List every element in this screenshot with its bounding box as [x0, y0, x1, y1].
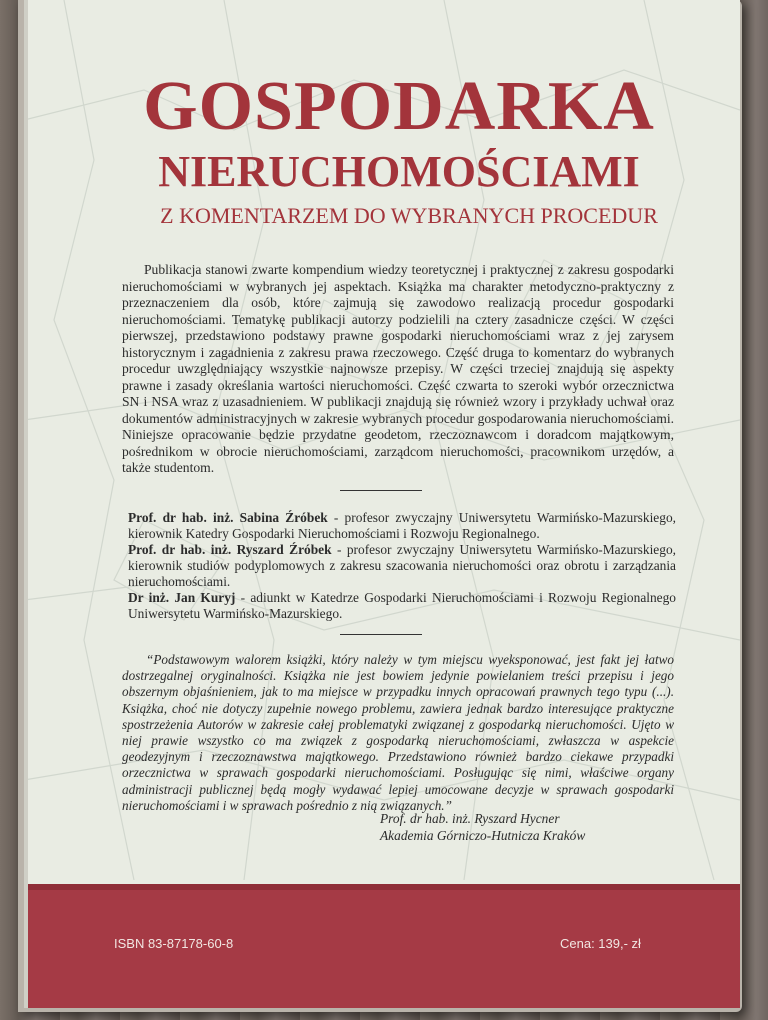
- divider-top: [340, 490, 422, 491]
- price-text: Cena: 139,- zł: [560, 936, 641, 951]
- author-name: Prof. dr hab. inż. Sabina Źróbek: [128, 510, 328, 525]
- isbn-text: ISBN 83-87178-60-8: [114, 936, 234, 951]
- authors-section: [128, 510, 676, 622]
- bottom-color-band: [24, 884, 740, 1008]
- author-bio: - profesor zwyczajny Uniwersytetu Warmińsko-Mazurskiego, kierownik studiów podyplomowych z zakresu szacowania nieruchomości oraz obrotu i zarządzania nieruchomościami.: [128, 542, 676, 589]
- author-bio: - profesor zwyczajny Uniwersytetu Warmińsko-Mazurskiego, kierownik Katedry Gospodarki Nieruchomościami i Rozwoju Regionalnego.: [128, 510, 676, 541]
- reviewer-affiliation: Akademia Górniczo-Hutnicza Kraków: [380, 828, 586, 843]
- author-entry: [128, 542, 676, 590]
- cover-left-edge: [24, 0, 28, 1008]
- band-top-shade: [24, 884, 740, 890]
- book-title-line2: NIERUCHOMOŚCIAMI: [158, 147, 640, 196]
- author-entry: [128, 590, 676, 622]
- book-title-line1: GOSPODARKA: [143, 68, 655, 145]
- author-bio: - adiunkt w Katedrze Gospodarki Nieruchomościami i Rozwoju Regionalnego Uniwersytetu Warmińsko-Mazurskiego.: [128, 590, 677, 621]
- book-description: Publikacja stanowi zwarte kompendium wiedzy teoretycznej i praktycznej z zakresu gospodarki nieruchomościami w wybranych jej aspektach. Książka ma charakter metodyczno-praktyczny z przeznaczeniem dla osób, które zajmują się zawodowo realizacją procedur gospodarki nieruchomościami. Tematykę publikacji autorzy podzielili na cztery zasadnicze części. W części pierwszej, przedstawiono podstawy prawne gospodarki nieruchomościami wraz z jej zarysem historycznym i zagadnienia z zakresu prawa rzeczowego. Część druga to komentarz do wybranych procedur uwzględniający wszystkie najnowsze przepisy. W części trzeciej znajdują się aspekty prawne i zasady określania wartości nieruchomości. Część czwarta to szeroki wybór orzecznictwa SN i NSA wraz z uzasadnieniem. W publikacji znajdują się również wzory i przykłady uchwał oraz dokumentów administracyjnych w zakresie wybranych procedur gospodarowania nieruchomościami. Niniejsze opracowanie będzie przydatne geodetom, rzeczoznawcom i doradcom majątkowym, pośrednikom w obrocie nieruchomościami, zarządcom nieruchomości, pracownikom urzędów, a także studentom.: [122, 262, 674, 475]
- author-name: Dr inż. Jan Kuryj: [128, 590, 236, 605]
- divider-bottom: [340, 634, 422, 635]
- book-subtitle: Z KOMENTARZEM DO WYBRANYCH PROCEDUR: [160, 203, 658, 228]
- reviewer-name: Prof. dr hab. inż. Ryszard Hycner: [380, 811, 560, 826]
- review-quote: “Podstawowym walorem książki, który należy w tym miejscu wyeksponować, jest fakt jej łatwo dostrzegalnej oryginalności. Książka nie jest bowiem jedynie powielaniem treści przepisu i jego obszernym objaśnieniem, jak to ma miejsce w przypadku innych opracowań prawnych tego typu (...). Książka, choć nie dotyczy zupełnie nowego problemu, zawiera jednak bardzo interesujące praktyczne spostrzeżenia Autorów w zakresie całej problematyki związanej z gospodarką nieruchomości. Ujęto w niej prawie wszystko co ma związek z gospodarką nieruchomościami, zwłaszcza w aspekcie geodezyjnym i rzeczoznawstwa majątkowego. Przedstawiono również bardzo ciekawe przypadki orzecznictwa w sprawach gospodarki nieruchomościami. Posługując się nimi, właściwe organy administracji publicznej będą mogły wydawać lepiej umocowane decyzje w sprawach gospodarki nieruchomościami i w sprawach pośrednio z nią związanych.”: [122, 652, 674, 813]
- author-name: Prof. dr hab. inż. Ryszard Źróbek: [128, 542, 332, 557]
- reviewer-signature: [380, 810, 680, 844]
- book-back-cover: [24, 0, 740, 1008]
- author-entry: [128, 510, 676, 542]
